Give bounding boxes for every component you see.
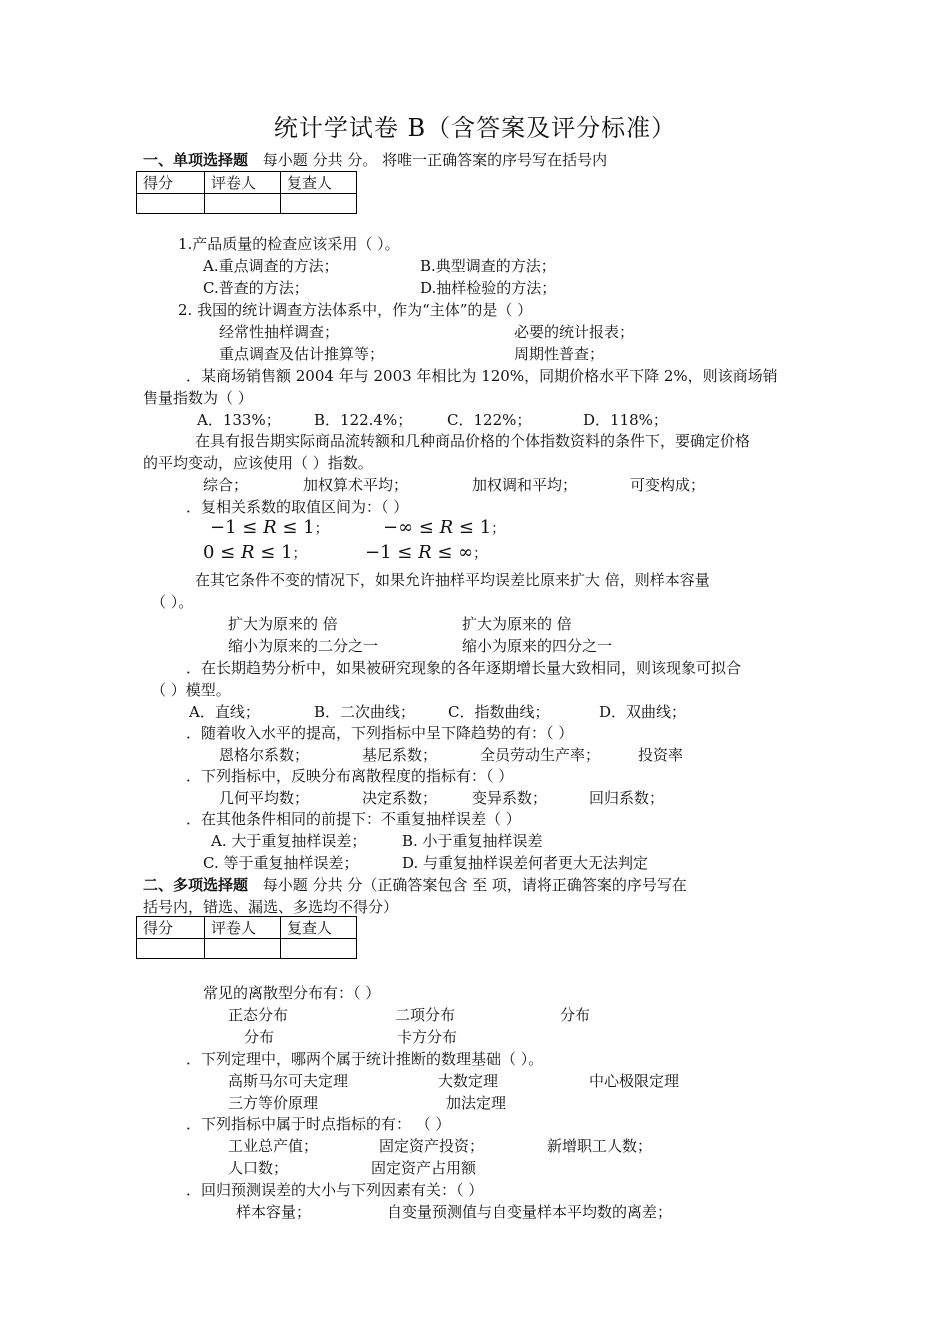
q4-stem-line1: 在具有报告期实际商品流转额和几种商品价格的个体指数资料的条件下，要确定价格 bbox=[195, 432, 751, 450]
score-header: 得分 bbox=[137, 172, 205, 194]
grader-header: 评卷人 bbox=[205, 172, 281, 194]
m4-option-a: 样本容量； bbox=[236, 1203, 312, 1221]
section2-instruction-line2: 括号内，错选、漏选、多选均不得分） bbox=[143, 898, 399, 916]
q1-stem: 1.产品质量的检查应该采用（ ）。 bbox=[178, 235, 400, 253]
q10-option-d: D. 与重复抽样误差何者更大无法判定 bbox=[402, 854, 649, 872]
q1-option-c: C.普查的方法； bbox=[203, 279, 309, 297]
q10-option-b: B. 小于重复抽样误差 bbox=[402, 832, 543, 850]
q2-option-a: 经常性抽样调查； bbox=[219, 323, 340, 341]
m3-option-c: 新增职工人数； bbox=[547, 1137, 653, 1155]
page-title: 统计学试卷 B（含答案及评分标准） bbox=[273, 114, 677, 142]
q9-option-b: 决定系数； bbox=[362, 789, 438, 807]
grader-header: 评卷人 bbox=[205, 917, 281, 939]
q7-stem-line2: （ ）模型。 bbox=[151, 681, 231, 699]
m2-stem: ．下列定理中，哪两个属于统计推断的数理基础（ ）。 bbox=[186, 1050, 544, 1068]
q7-option-d: D．双曲线； bbox=[599, 703, 687, 721]
section1-header bbox=[143, 150, 607, 170]
reviewer-header: 复查人 bbox=[281, 917, 357, 939]
q3-option-a: A．133%； bbox=[197, 411, 281, 429]
q7-stem-line1: ．在长期趋势分析中，如果被研究现象的各年逐期增长量大致相同，则该现象可拟合 bbox=[186, 659, 742, 677]
m4-option-b: 自变量预测值与自变量样本平均数的离差； bbox=[387, 1203, 673, 1221]
q2-option-b: 必要的统计报表； bbox=[514, 323, 635, 341]
m1-option-d: 分布 bbox=[244, 1028, 275, 1046]
m1-option-e: 卡方分布 bbox=[397, 1028, 458, 1046]
q10-option-c: C. 等于重复抽样误差； bbox=[203, 854, 359, 872]
section1-heading: 一、单项选择题 bbox=[143, 151, 249, 169]
m2-option-e: 加法定理 bbox=[446, 1094, 507, 1112]
q8-option-a: 恩格尔系数； bbox=[219, 746, 310, 764]
q9-option-c: 变异系数； bbox=[472, 789, 548, 807]
m3-option-e: 固定资产占用额 bbox=[371, 1159, 477, 1177]
q6-stem-line2: （ ）。 bbox=[151, 593, 194, 611]
score-cell[interactable] bbox=[137, 939, 205, 959]
q4-option-d: 可变构成； bbox=[630, 476, 706, 494]
q7-option-b: B．二次曲线； bbox=[314, 703, 416, 721]
q8-option-c: 全员劳动生产率； bbox=[480, 746, 601, 764]
q8-stem: ．随着收入水平的提高，下列指标中呈下降趋势的有：（ ） bbox=[186, 724, 574, 742]
q3-stem-line2: 售量指数为（ ） bbox=[143, 389, 253, 407]
m1-option-b: 二项分布 bbox=[395, 1006, 456, 1024]
score-table-1 bbox=[136, 171, 357, 214]
q9-option-d: 回归系数； bbox=[589, 789, 665, 807]
q3-option-b: B．122.4%； bbox=[314, 411, 413, 429]
q7-option-a: A．直线； bbox=[189, 703, 260, 721]
q5-option-c: 0 ≤ R ≤ 1； bbox=[203, 542, 307, 563]
q9-stem: ．下列指标中，反映分布离散程度的指标有：（ ） bbox=[186, 767, 514, 785]
section2-heading: 二、多项选择题 bbox=[143, 876, 249, 894]
m3-stem: ．下列指标中属于时点指标的有： （ ） bbox=[186, 1115, 451, 1133]
score-header: 得分 bbox=[137, 917, 205, 939]
q10-option-a: A. 大于重复抽样误差； bbox=[211, 832, 367, 850]
reviewer-cell[interactable] bbox=[281, 194, 357, 214]
q1-option-b: B.典型调查的方法； bbox=[420, 257, 556, 275]
grader-cell[interactable] bbox=[205, 939, 281, 959]
q6-stem-line1: 在其它条件不变的情况下，如果允许抽样平均误差比原来扩大 倍，则样本容量 bbox=[195, 571, 710, 589]
q5-option-b: −∞ ≤ R ≤ 1； bbox=[383, 517, 506, 538]
q4-option-a: 综合； bbox=[203, 476, 249, 494]
q5-option-a: −1 ≤ R ≤ 1； bbox=[210, 517, 329, 538]
m4-stem: ．回归预测误差的大小与下列因素有关：（ ） bbox=[186, 1181, 484, 1199]
q8-option-b: 基尼系数； bbox=[362, 746, 438, 764]
reviewer-header: 复查人 bbox=[281, 172, 357, 194]
q6-option-c: 缩小为原来的二分之一 bbox=[228, 637, 379, 655]
q5-option-d: −1 ≤ R ≤ ∞； bbox=[365, 542, 488, 563]
grader-cell[interactable] bbox=[205, 194, 281, 214]
q9-option-a: 几何平均数； bbox=[219, 789, 310, 807]
q3-stem-line1: ．某商场销售额 2004 年与 2003 年相比为 120%，同期价格水平下降 2%，则该商场销 bbox=[186, 367, 778, 385]
m2-option-d: 三方等价原理 bbox=[228, 1094, 319, 1112]
m3-option-d: 人口数； bbox=[228, 1159, 289, 1177]
q4-option-c: 加权调和平均； bbox=[472, 476, 578, 494]
section2-instruction: 每小题 分共 分（正确答案包含 至 项，请将正确答案的序号写在 bbox=[262, 876, 687, 894]
m1-stem: 常见的离散型分布有：（ ） bbox=[203, 984, 381, 1002]
q6-option-a: 扩大为原来的 倍 bbox=[228, 615, 338, 633]
q1-option-a: A.重点调查的方法； bbox=[203, 257, 339, 275]
score-cell[interactable] bbox=[137, 194, 205, 214]
q2-stem: 2. 我国的统计调查方法体系中，作为“主体”的是（ ） bbox=[178, 301, 533, 319]
m1-option-c: 分布 bbox=[560, 1006, 591, 1024]
m3-option-a: 工业总产值； bbox=[228, 1137, 319, 1155]
q7-option-c: C．指数曲线； bbox=[448, 703, 550, 721]
m2-option-c: 中心极限定理 bbox=[589, 1072, 680, 1090]
q6-option-d: 缩小为原来的四分之一 bbox=[462, 637, 613, 655]
q4-option-b: 加权算术平均； bbox=[303, 476, 409, 494]
q5-stem: ．复相关系数的取值区间为：（ ） bbox=[186, 498, 409, 516]
reviewer-cell[interactable] bbox=[281, 939, 357, 959]
q3-option-c: C．122%； bbox=[447, 411, 532, 429]
m3-option-b: 固定资产投资； bbox=[379, 1137, 485, 1155]
m2-option-b: 大数定理 bbox=[438, 1072, 499, 1090]
q4-stem-line2: 的平均变动，应该使用（ ）指数。 bbox=[143, 454, 373, 472]
section1-instruction: 每小题 分共 分。 将唯一正确答案的序号写在括号内 bbox=[262, 151, 608, 169]
m1-option-a: 正态分布 bbox=[228, 1006, 289, 1024]
q8-option-d: 投资率 bbox=[638, 746, 684, 764]
score-table-2 bbox=[136, 916, 357, 959]
q2-option-d: 周期性普查； bbox=[514, 345, 605, 363]
q6-option-b: 扩大为原来的 倍 bbox=[462, 615, 572, 633]
q1-option-d: D.抽样检验的方法； bbox=[420, 279, 557, 297]
section2-header bbox=[143, 875, 687, 895]
m2-option-a: 高斯马尔可夫定理 bbox=[228, 1072, 349, 1090]
q10-stem: ．在其他条件相同的前提下：不重复抽样误差（ ） bbox=[186, 810, 521, 828]
q3-option-d: D．118%； bbox=[583, 411, 668, 429]
q2-option-c: 重点调查及估计推算等； bbox=[219, 345, 385, 363]
